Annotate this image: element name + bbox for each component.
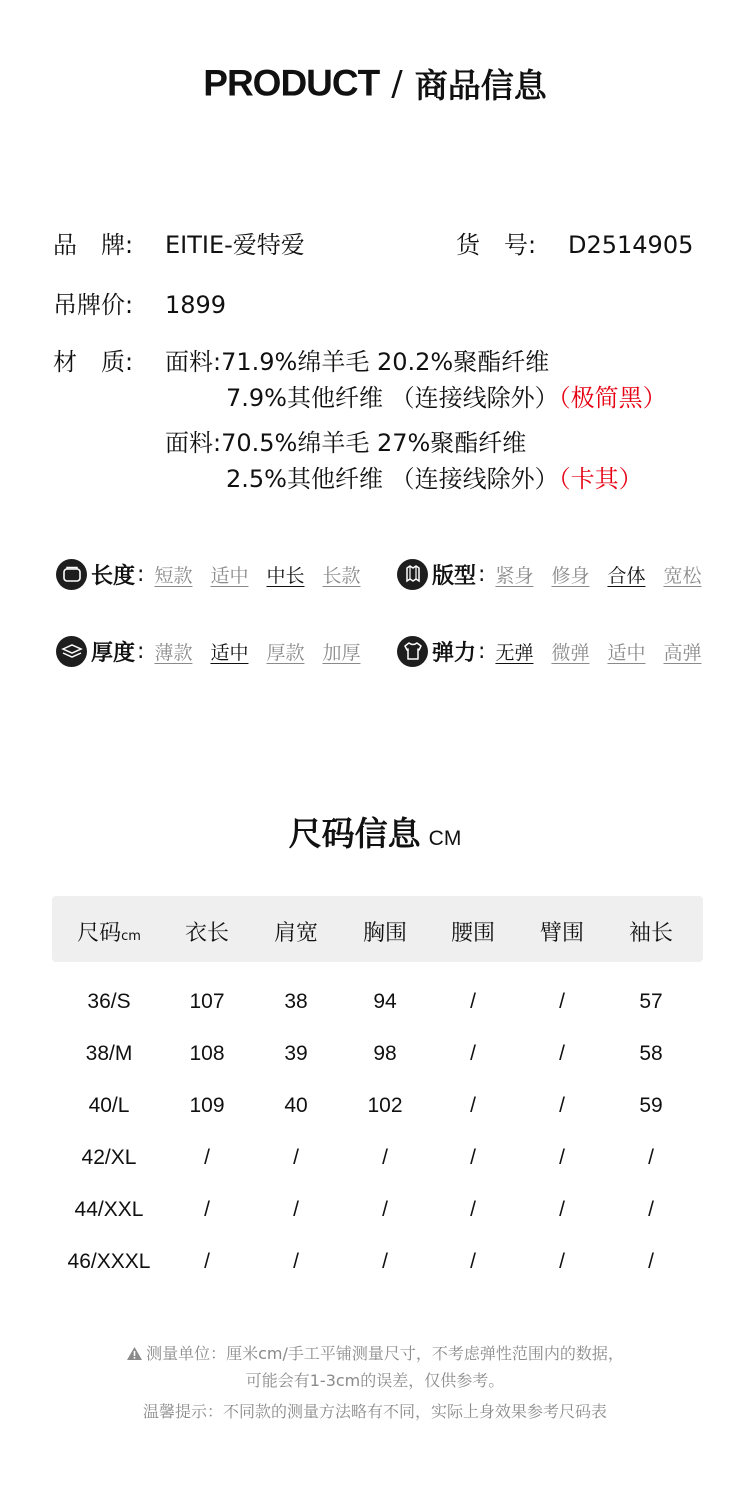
table-cell: 39 — [284, 1042, 308, 1065]
table-cell: / — [559, 1146, 565, 1169]
table-cell: 57 — [639, 990, 663, 1013]
attr-fit: 版型 : 紧身 修身 合体 宽松 — [397, 556, 702, 592]
table-cell: 94 — [373, 990, 397, 1013]
attr-thickness-label: 厚度 — [91, 640, 136, 666]
table-cell: 107 — [189, 990, 225, 1013]
header-cell: 袖长 — [628, 921, 673, 946]
material-label: 材 质: — [53, 348, 134, 376]
header-cell-size: 尺码cm — [77, 921, 141, 946]
material-1-line2: 7.9%其他纤维 （连接线除外）（极简黑） — [226, 384, 667, 412]
table-cell: / — [559, 1198, 565, 1221]
table-cell: / — [204, 1198, 210, 1221]
length-option-selected: 中长 — [266, 564, 305, 587]
size-cell: 40/L — [88, 1094, 130, 1117]
material-1-line1: 面料:71.9%绵羊毛 20.2%聚酯纤维 — [165, 348, 550, 376]
attr-elasticity: 弹力 : 无弹 微弹 适中 高弹 — [397, 633, 702, 669]
table-cell: 102 — [367, 1094, 403, 1117]
size-cell: 46/XXXL — [67, 1250, 151, 1273]
item-no-value: D2514905 — [568, 231, 694, 259]
layers-icon — [56, 636, 87, 667]
material-2-line2: 2.5%其他纤维 （连接线除外）（卡其） — [226, 465, 643, 493]
title-separator: / — [391, 63, 403, 104]
table-cell: / — [559, 1250, 565, 1273]
fit-option: 紧身 — [495, 564, 534, 587]
elasticity-option-selected: 无弹 — [495, 641, 534, 664]
thickness-option: 薄款 — [154, 641, 193, 664]
table-cell: / — [559, 990, 565, 1013]
length-option: 适中 — [210, 564, 249, 587]
table-cell: / — [470, 1198, 476, 1221]
note-measure: 测量单位：厘米cm/手工平铺测量尺寸，不考虑弹性范围内的数据， — [0, 1341, 750, 1365]
header-cell: 胸围 — [362, 921, 407, 946]
size-title-text: 尺码信息 — [288, 814, 421, 853]
table-cell: / — [648, 1146, 654, 1169]
table-cell: / — [470, 1146, 476, 1169]
table-cell: / — [382, 1198, 388, 1221]
size-table-header — [52, 896, 703, 962]
bag-icon — [56, 559, 87, 590]
table-cell: / — [382, 1146, 388, 1169]
item-no-label: 货 号: — [456, 231, 537, 259]
page-title — [0, 60, 750, 107]
table-cell: / — [648, 1198, 654, 1221]
length-option: 短款 — [154, 564, 193, 587]
warning-icon — [126, 1346, 143, 1365]
attr-fit-label: 版型 — [432, 563, 477, 589]
table-cell: 59 — [639, 1094, 663, 1117]
size-title-unit: CM — [428, 827, 462, 850]
tag-price-value: 1899 — [165, 291, 227, 319]
table-cell: / — [293, 1198, 299, 1221]
thickness-option-selected: 适中 — [210, 641, 249, 664]
table-cell: / — [559, 1042, 565, 1065]
fabric-icon — [397, 559, 428, 590]
attr-fit-options — [495, 561, 701, 588]
table-cell: 58 — [639, 1042, 663, 1065]
attr-length-options — [154, 561, 360, 588]
attr-length-label: 长度 — [91, 563, 136, 589]
table-cell: / — [559, 1094, 565, 1117]
header-cell: 腰围 — [450, 921, 495, 946]
fit-option-selected: 合体 — [607, 564, 646, 587]
page-title-en: PRODUCT — [203, 62, 380, 104]
table-cell: / — [470, 1042, 476, 1065]
header-cell: 衣长 — [184, 921, 229, 946]
table-cell: / — [470, 990, 476, 1013]
table-cell: 98 — [373, 1042, 397, 1065]
size-cell: 42/XL — [81, 1146, 137, 1169]
elasticity-option: 高弹 — [663, 641, 702, 664]
brand-value: EITIE-爱特爱 — [165, 231, 305, 259]
material-2-line1: 面料:70.5%绵羊毛 27%聚酯纤维 — [165, 429, 527, 457]
fit-option: 修身 — [551, 564, 590, 587]
note-tip: 温馨提示：不同款的测量方法略有不同，实际上身效果参考尺码表 — [142, 1402, 607, 1421]
table-cell: / — [470, 1094, 476, 1117]
size-cell: 36/S — [87, 990, 131, 1013]
size-title — [0, 808, 750, 855]
tshirt-icon — [397, 636, 428, 667]
attr-elasticity-label: 弹力 — [432, 640, 477, 666]
length-option: 长款 — [322, 564, 361, 587]
header-unit: cm — [121, 929, 141, 944]
table-cell: 40 — [284, 1094, 308, 1117]
header-cell: 肩宽 — [273, 921, 318, 946]
thickness-option: 加厚 — [322, 641, 361, 664]
table-cell: / — [648, 1250, 654, 1273]
elasticity-option: 适中 — [607, 641, 646, 664]
table-cell: / — [204, 1250, 210, 1273]
size-cell: 38/M — [85, 1042, 133, 1065]
note-error: 可能会有1-3cm的误差，仅供参考。 — [245, 1371, 505, 1390]
table-cell: / — [382, 1250, 388, 1273]
table-cell: / — [204, 1146, 210, 1169]
table-cell: 109 — [189, 1094, 225, 1117]
table-cell: 38 — [284, 990, 308, 1013]
attr-elasticity-options — [495, 638, 701, 665]
attr-length: 长度 : 短款 适中 中长 长款 — [56, 556, 361, 592]
page-title-zh: 商品信息 — [414, 66, 547, 105]
attr-thickness: 厚度 : 薄款 适中 厚款 加厚 — [56, 633, 361, 669]
fit-option: 宽松 — [663, 564, 702, 587]
material-1-color: （极简黑） — [558, 384, 667, 412]
elasticity-option: 微弹 — [551, 641, 590, 664]
attr-thickness-options — [154, 638, 360, 665]
table-cell: / — [293, 1250, 299, 1273]
table-cell: / — [470, 1250, 476, 1273]
header-cell: 臂围 — [539, 921, 584, 946]
brand-label: 品 牌: — [53, 231, 134, 259]
material-2-color: （卡其） — [558, 465, 643, 493]
table-cell: 108 — [189, 1042, 225, 1065]
tag-price-label: 吊牌价: — [53, 291, 134, 319]
size-cell: 44/XXL — [74, 1198, 144, 1221]
thickness-option: 厚款 — [266, 641, 305, 664]
table-cell: / — [293, 1146, 299, 1169]
